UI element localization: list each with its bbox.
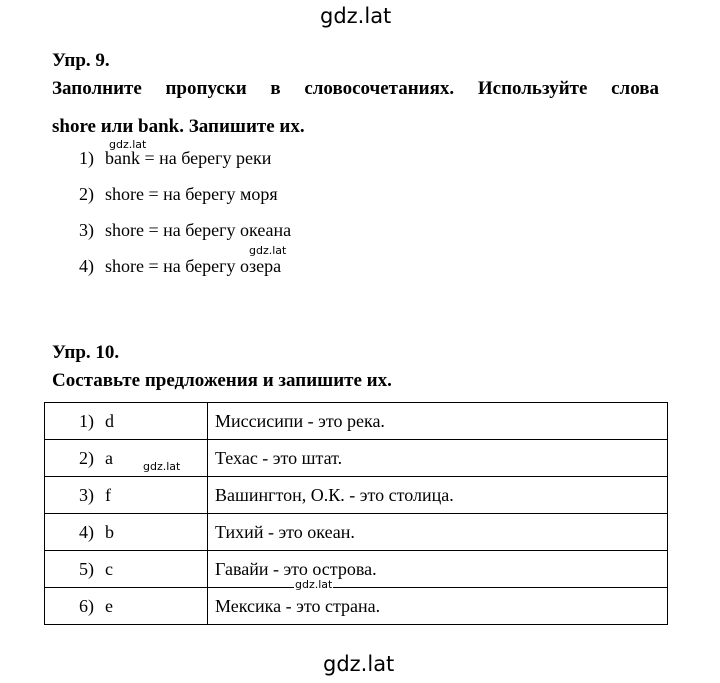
exercise-9-instruction-line1: Заполните пропуски в словосочетаниях. Используйте слова (52, 78, 659, 99)
exercise-10-instruction: Составьте предложения и запишите их. (52, 370, 392, 391)
table-row (45, 514, 668, 551)
row-number: 6) (79, 595, 94, 616)
table-row (45, 588, 668, 625)
watermark-small: gdz.lat (249, 244, 287, 257)
item-text: shore = на берегу озера (105, 256, 282, 276)
watermark-top: gdz.lat (320, 4, 392, 28)
answer-key-cell (45, 477, 208, 514)
row-letter: e (105, 595, 113, 616)
exercise-10-title: Упр. 10. (52, 342, 120, 363)
sentence-cell: Гавайи - это острова. (208, 551, 668, 588)
row-letter: d (105, 410, 114, 431)
item-number: 3) (79, 220, 94, 240)
watermark-small: gdz.lat (143, 460, 181, 473)
exercise-9-instruction-line2: shore или bank. Запишите их. (52, 116, 305, 137)
item-text: shore = на берегу океана (105, 220, 292, 240)
exercise-9-item (79, 148, 271, 169)
watermark-small: gdz.lat (109, 138, 147, 151)
answer-key-cell (45, 551, 208, 588)
answer-key-cell (45, 588, 208, 625)
item-number: 4) (79, 256, 94, 276)
exercise-9-item (79, 184, 278, 205)
item-text: shore = на берегу моря (105, 184, 278, 204)
table-row (45, 551, 668, 588)
watermark-bottom: gdz.lat (323, 652, 395, 676)
row-letter: b (105, 521, 114, 542)
table-row (45, 440, 668, 477)
answer-key-cell (45, 440, 208, 477)
sentence-cell: Мексика - это страна. (208, 588, 668, 625)
exercise-9-item (79, 220, 291, 241)
sentence-cell: Тихий - это океан. (208, 514, 668, 551)
item-text: bank = на берегу реки (105, 148, 272, 168)
row-letter: a (105, 447, 113, 468)
exercise-9-item (79, 256, 281, 277)
sentence-cell: Вашингтон, О.К. - это столица. (208, 477, 668, 514)
table-row (45, 403, 668, 440)
row-number: 3) (79, 484, 94, 505)
answer-key-cell (45, 514, 208, 551)
exercise-9-title: Упр. 9. (52, 50, 110, 71)
item-number: 1) (79, 148, 94, 168)
watermark-small: gdz.lat (295, 578, 333, 591)
item-number: 2) (79, 184, 94, 204)
table-row (45, 477, 668, 514)
row-letter: f (105, 484, 111, 505)
row-number: 4) (79, 521, 94, 542)
row-number: 1) (79, 410, 94, 431)
answer-key-cell (45, 403, 208, 440)
row-number: 5) (79, 558, 94, 579)
row-letter: c (105, 558, 113, 579)
answers-table (44, 402, 668, 625)
row-number: 2) (79, 447, 94, 468)
sentence-cell: Техас - это штат. (208, 440, 668, 477)
sentence-cell: Миссисипи - это река. (208, 403, 668, 440)
